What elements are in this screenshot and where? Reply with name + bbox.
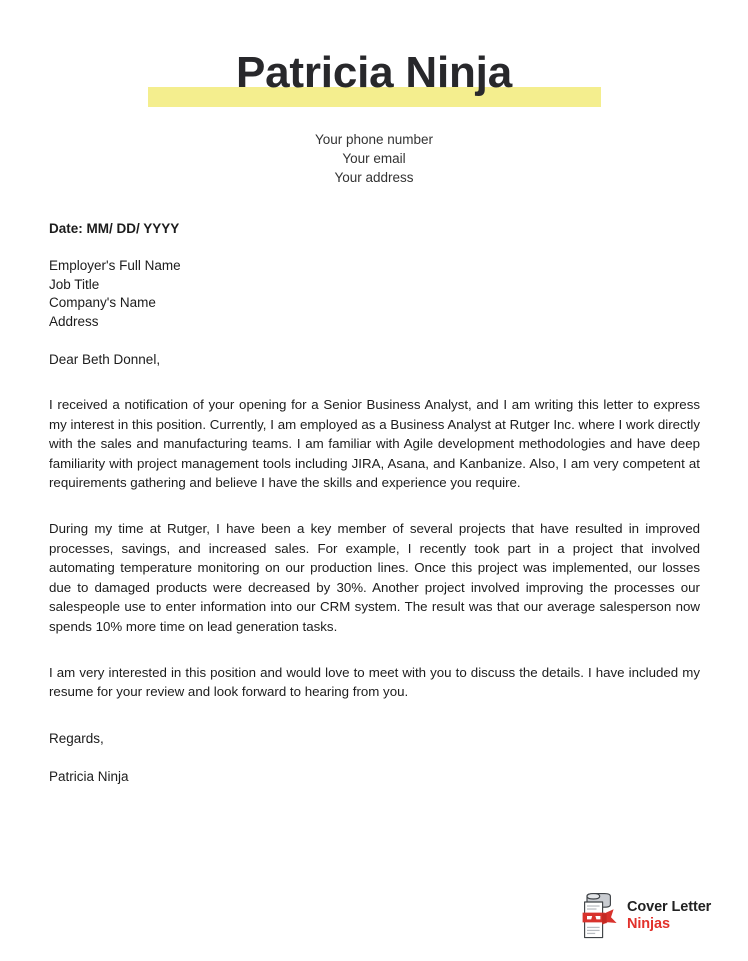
recipient-name: Employer's Full Name	[49, 258, 181, 273]
body-paragraph-2: During my time at Rutger, I have been a key member of several projects that have resulted in improved processes, savings, and increased sales. For example, I recently took part in a project that involved automating temperature monitoring on our production lines. Once this project was implemented, our losses due to damaged products were decreased by 30%. Another project involved improving the processes our salespeople use to enter information into our CRM system. The result was that our average salesperson now spends 10% more time on lead generation tasks.	[49, 520, 700, 634]
contact-email: Your email	[342, 151, 406, 166]
recipient-address: Address	[49, 313, 99, 329]
signature-name: Patricia Ninja	[49, 768, 129, 784]
body-paragraph-3: I am very interested in this position and would love to meet with you to discuss the details. I have included my resume for your review and look forward to hearing from you.	[49, 664, 700, 700]
brand-name-line2: Ninjas	[627, 916, 670, 932]
page-title: Patricia Ninja	[236, 48, 512, 97]
recipient-job-title: Job Title	[49, 276, 100, 292]
brand-logo-text	[627, 899, 711, 933]
applicant-name-wrapper	[0, 42, 748, 114]
closing-line: Regards,	[49, 730, 104, 746]
brand-name-line1: Cover Letter	[627, 899, 712, 915]
letter-header	[0, 0, 748, 114]
salutation: Dear Beth Donnel,	[49, 352, 161, 367]
recipient-block	[49, 257, 700, 331]
recipient-company: Company's Name	[49, 295, 156, 310]
brand-logo	[576, 892, 712, 940]
letter-body	[49, 219, 700, 786]
date-line: Date: MM/ DD/ YYYY	[49, 221, 180, 236]
contact-phone: Your phone number	[314, 132, 434, 147]
body-paragraph-1: I received a notification of your opening for a Senior Business Analyst, and I am writing this letter to express my interest in this position. Currently, I am employed as a Business Analyst at Rutger Inc. where I work directly with the sales and manufacturing teams. I am familiar with Agile development methodologies and have deep familiarity with project management tools including JIRA, Asana, and Kanbanize. Also, I am very competent at requirements gathering and believe I have the skills and experience you require.	[49, 397, 700, 491]
contact-address: Your address	[334, 170, 414, 185]
ninja-document-icon	[576, 893, 618, 939]
contact-info-block	[0, 130, 748, 187]
